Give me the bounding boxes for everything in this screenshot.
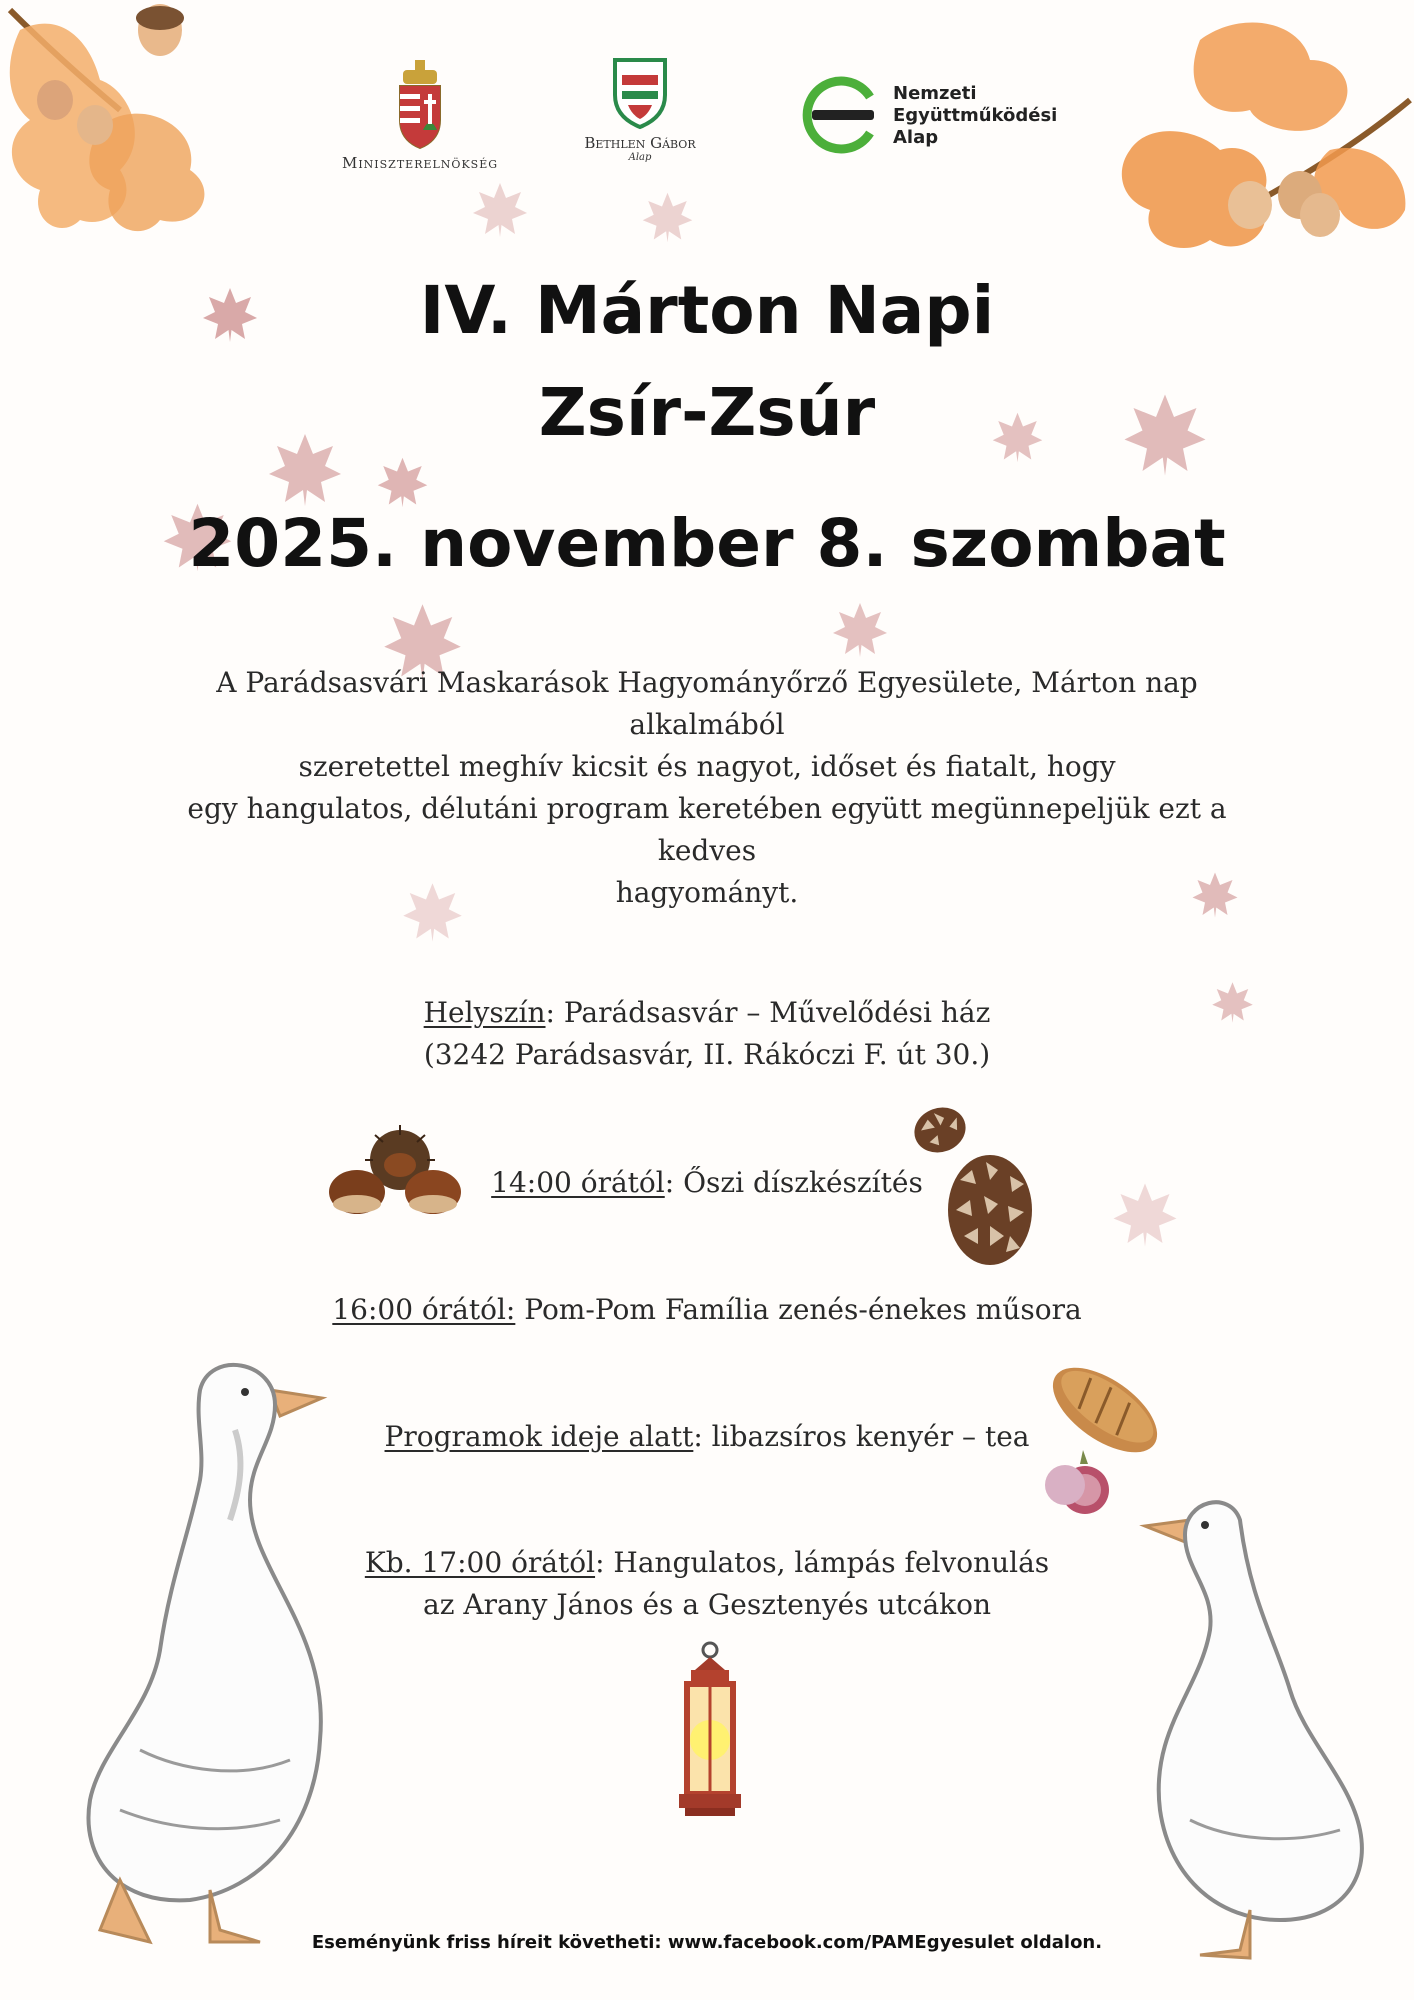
bethlen-name: Bethlen Gábor bbox=[584, 134, 696, 152]
event-title-line1: IV. Márton Napi bbox=[419, 272, 995, 349]
footer-note: Eseményünk friss híreit követheti: www.facebook.com/PAMEgyesulet oldalon. bbox=[311, 1932, 1103, 1953]
intro-line: alkalmából bbox=[629, 708, 785, 741]
maple-leaf-decoration bbox=[375, 455, 430, 510]
nea-name-line1: Nemzeti bbox=[893, 83, 977, 104]
program-text: : Őszi díszkészítés bbox=[664, 1166, 923, 1199]
nea-logo bbox=[800, 75, 1080, 165]
intro-line: egy hangulatos, délutáni program keretében együtt megünnepeljük ezt a bbox=[187, 792, 1227, 825]
ministry-name: Miniszterelnökség bbox=[341, 154, 499, 172]
program-time: 14:00 órától bbox=[491, 1166, 665, 1199]
maple-leaf-decoration bbox=[830, 600, 890, 660]
coat-of-arms-icon bbox=[395, 60, 445, 150]
nea-circle-icon bbox=[800, 75, 880, 155]
bethlen-sub: Alap bbox=[628, 152, 652, 163]
oak-branch-left-illustration bbox=[0, 0, 230, 250]
pine-cones-illustration bbox=[895, 1100, 1045, 1275]
location-address: (3242 Parádsasvár, II. Rákóczi F. út 30.) bbox=[423, 1038, 991, 1071]
location-label: Helyszín bbox=[423, 996, 546, 1029]
program-time: Programok ideje alatt bbox=[384, 1420, 694, 1453]
intro-line: szeretettel meghív kicsit és nagyot, időset és fiatalt, hogy bbox=[298, 750, 1116, 783]
intro-line: A Parádsasvári Maskarások Hagyományőrző Egyesülete, Márton nap bbox=[216, 666, 1198, 699]
program-time: Kb. 17:00 órától bbox=[364, 1546, 596, 1579]
program-time: 16:00 órától: bbox=[332, 1293, 516, 1326]
program-item-4-cont: az Arany János és a Gesztenyés utcákon bbox=[423, 1588, 991, 1621]
program-text: : Hangulatos, lámpás felvonulás bbox=[595, 1546, 1050, 1579]
intro-line: hagyományt. bbox=[615, 876, 799, 909]
location-line bbox=[0, 996, 1414, 1029]
bethlen-gabor-logo bbox=[575, 55, 705, 175]
location-value: : Parádsasvár – Művelődési ház bbox=[545, 996, 991, 1029]
event-date: 2025. november 8. szombat bbox=[188, 505, 1226, 582]
goose-left-illustration bbox=[60, 1330, 360, 1950]
program-text: Pom-Pom Família zenés-énekes műsora bbox=[515, 1293, 1082, 1326]
lantern-illustration bbox=[665, 1640, 755, 1825]
maple-leaf-decoration bbox=[470, 180, 530, 240]
intro-paragraph bbox=[150, 662, 1264, 914]
nea-name-line3: Alap bbox=[893, 127, 939, 148]
intro-line: kedves bbox=[657, 834, 757, 867]
program-text: : libazsíros kenyér – tea bbox=[693, 1420, 1030, 1453]
program-item-1 bbox=[0, 1166, 1414, 1199]
oak-branch-right-illustration bbox=[1110, 0, 1414, 270]
goose-right-illustration bbox=[1130, 1480, 1380, 1960]
event-title-line2: Zsír-Zsúr bbox=[538, 374, 876, 451]
program-item-2 bbox=[0, 1293, 1414, 1326]
ministry-logo bbox=[320, 60, 520, 180]
bethlen-shield-icon bbox=[610, 55, 670, 130]
maple-leaf-decoration bbox=[640, 190, 695, 245]
nea-name-line2: Együttműködési bbox=[893, 105, 1058, 126]
